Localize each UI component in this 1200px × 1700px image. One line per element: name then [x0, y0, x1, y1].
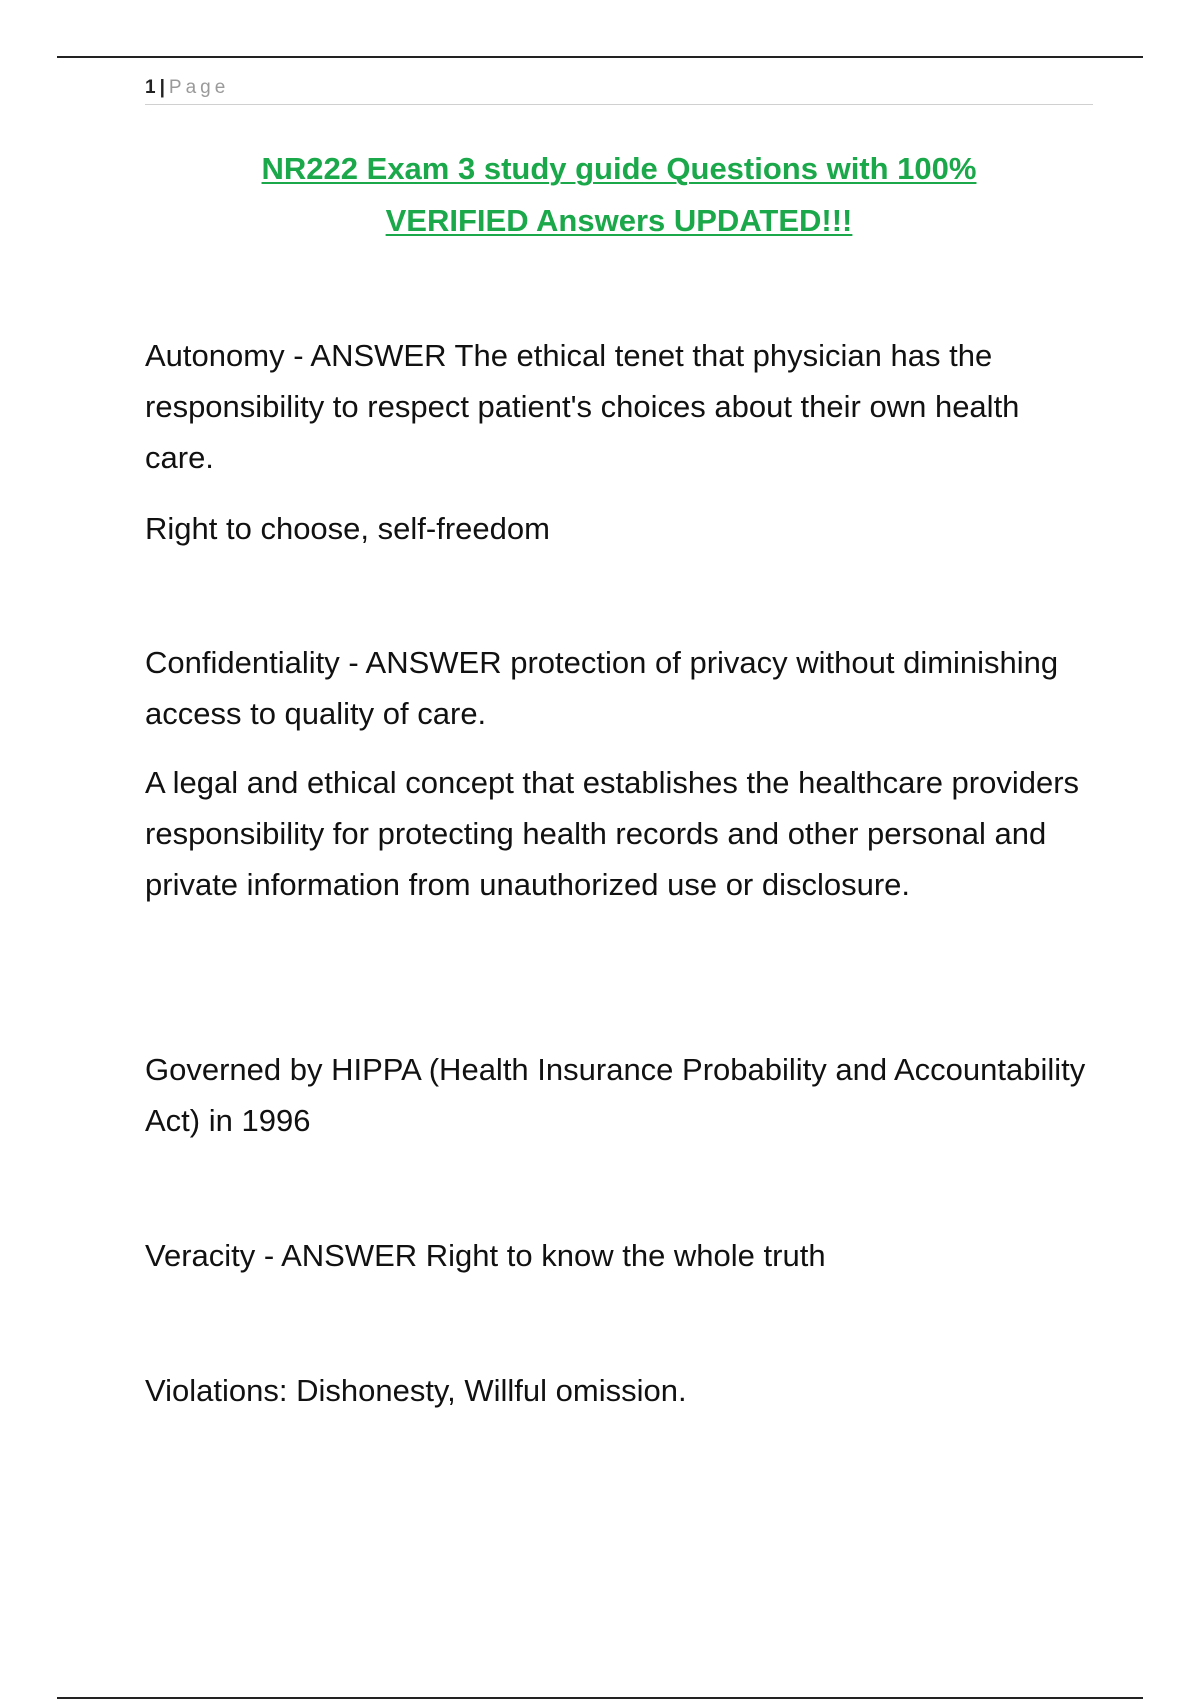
page-separator: | — [159, 77, 165, 98]
autonomy-definition: Autonomy - ANSWER The ethical tenet that physician has the responsibility to respect patient's choices about their own health care. — [145, 338, 1020, 475]
document-title — [145, 143, 1093, 247]
veracity-definition: Veracity - ANSWER Right to know the whole truth — [145, 1238, 826, 1273]
confidentiality-definition: Confidentiality - ANSWER protection of privacy without diminishing access to quality of care. — [145, 645, 1059, 731]
veracity-violations: Violations: Dishonesty, Willful omission. — [145, 1373, 687, 1408]
bottom-rule — [57, 1697, 1143, 1699]
title-line-1: NR222 Exam 3 study guide Questions with 100% — [261, 151, 977, 186]
autonomy-note: Right to choose, self-freedom — [145, 511, 550, 546]
hipaa-note: Governed by HIPPA (Health Insurance Probability and Accountability Act) in 1996 — [145, 1052, 1086, 1138]
page-header — [145, 72, 1093, 105]
top-rule — [57, 56, 1143, 58]
page-number: 1 — [145, 77, 156, 98]
confidentiality-explanation: A legal and ethical concept that establishes the healthcare providers responsibility for protecting health records and other personal and private information from unauthorized use or disclosure. — [145, 765, 1080, 902]
title-line-2: VERIFIED Answers UPDATED!!! — [385, 203, 853, 238]
page-label: Page — [168, 77, 230, 98]
